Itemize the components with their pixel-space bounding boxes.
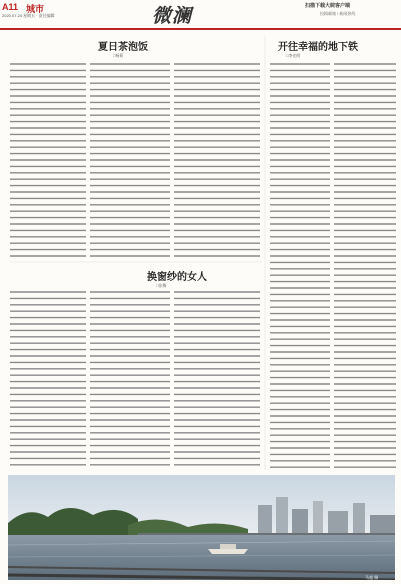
section-name: 城市 bbox=[26, 4, 45, 14]
date-line: 2020.07.24 星期五 · 责任编辑 bbox=[2, 13, 55, 18]
photo-caption: 马超 摄 bbox=[365, 575, 379, 580]
article-title-1: 夏日茶泡饭 bbox=[98, 42, 148, 53]
article-author-2: □李光明 bbox=[286, 53, 301, 58]
app-slogan: 扫描下载大皖客户端 bbox=[305, 3, 351, 9]
article-author-1: □杨莉 bbox=[113, 53, 124, 58]
hotline-info: 投稿邮箱 / 新闻热线 bbox=[320, 11, 356, 16]
article-title-2: 开往幸福的地下铁 bbox=[278, 42, 358, 53]
article-title-3: 换窗纱的女人 bbox=[147, 272, 207, 283]
article-author-3: □张梅 bbox=[156, 283, 167, 288]
column-logo: 微澜 bbox=[152, 5, 193, 27]
page-number: A11 bbox=[2, 2, 19, 12]
river-photo bbox=[8, 475, 395, 580]
